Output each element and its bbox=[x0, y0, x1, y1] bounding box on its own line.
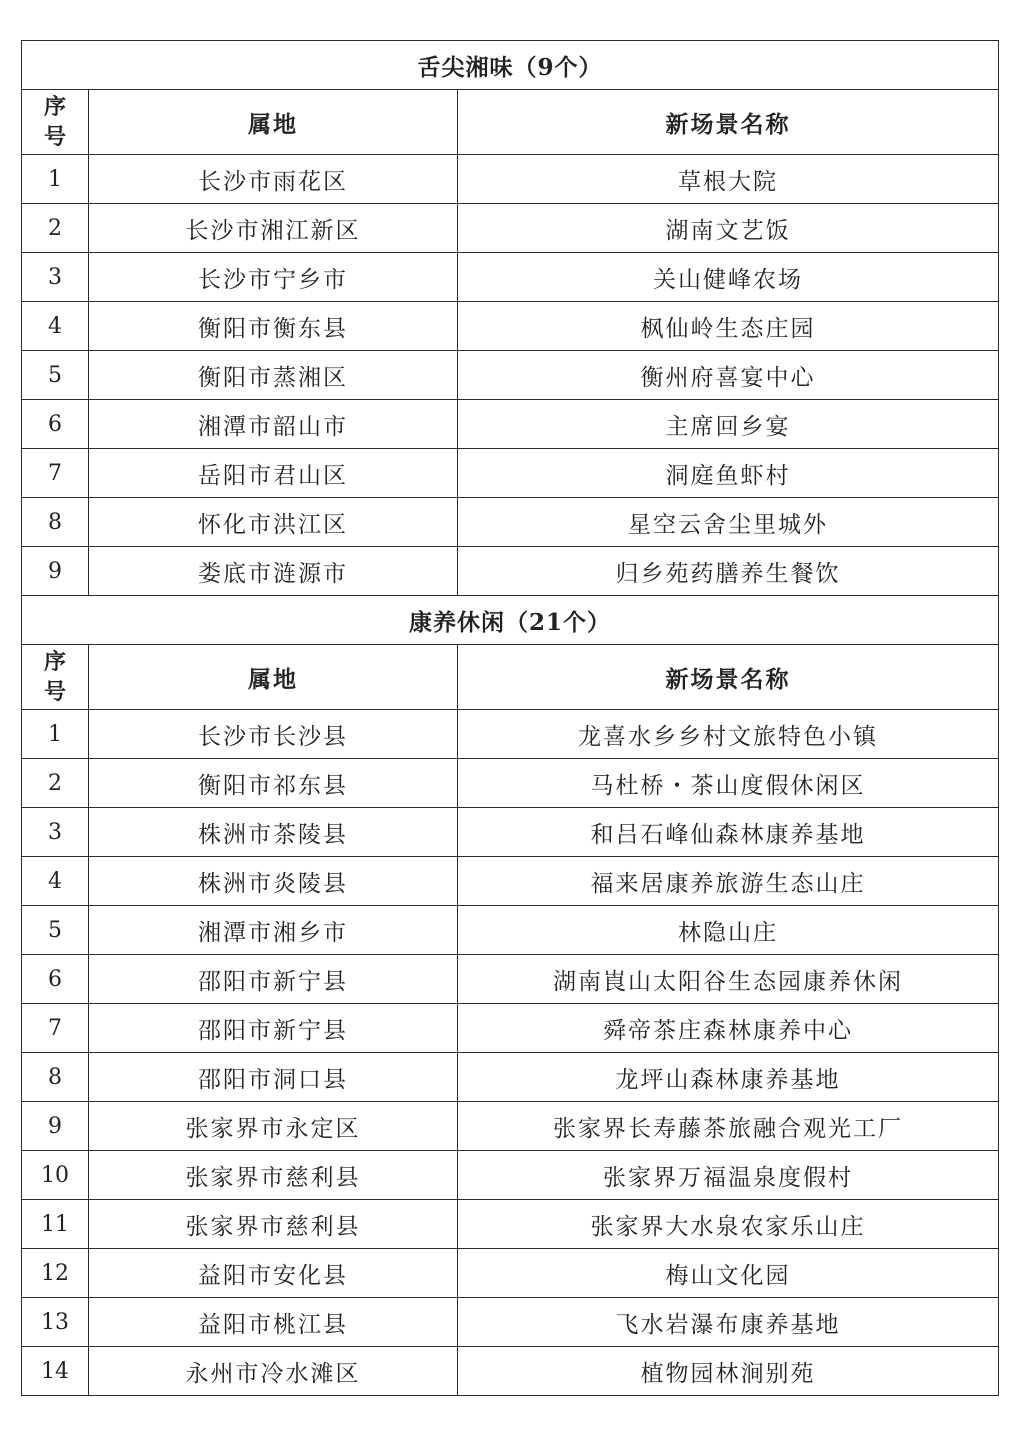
cell-location: 邵阳市洞口县 bbox=[89, 1053, 458, 1102]
table-row bbox=[22, 1053, 999, 1102]
cell-scene-name: 龙坪山森林康养基地 bbox=[458, 1053, 999, 1102]
header-row bbox=[22, 645, 999, 710]
cell-location: 衡阳市祁东县 bbox=[89, 759, 458, 808]
cell-location: 永州市冷水滩区 bbox=[89, 1347, 458, 1396]
cell-seq: 7 bbox=[22, 449, 89, 498]
cell-location: 长沙市长沙县 bbox=[89, 710, 458, 759]
cell-seq: 5 bbox=[22, 351, 89, 400]
table-row bbox=[22, 1102, 999, 1151]
cell-scene-name: 洞庭鱼虾村 bbox=[458, 449, 999, 498]
cell-location: 张家界市慈利县 bbox=[89, 1200, 458, 1249]
cell-scene-name: 张家界万福温泉度假村 bbox=[458, 1151, 999, 1200]
cell-scene-name: 舜帝茶庄森林康养中心 bbox=[458, 1004, 999, 1053]
cell-seq: 11 bbox=[22, 1200, 89, 1249]
cell-scene-name: 草根大院 bbox=[458, 155, 999, 204]
cell-location: 张家界市慈利县 bbox=[89, 1151, 458, 1200]
cell-seq: 2 bbox=[22, 759, 89, 808]
scenes-table-body bbox=[22, 41, 999, 1396]
cell-location: 怀化市洪江区 bbox=[89, 498, 458, 547]
table-row bbox=[22, 155, 999, 204]
table-row bbox=[22, 906, 999, 955]
table-row bbox=[22, 857, 999, 906]
table-row bbox=[22, 1347, 999, 1396]
cell-scene-name: 植物园林涧别苑 bbox=[458, 1347, 999, 1396]
section-title-row bbox=[22, 596, 999, 645]
cell-location: 邵阳市新宁县 bbox=[89, 1004, 458, 1053]
cell-location: 益阳市安化县 bbox=[89, 1249, 458, 1298]
cell-scene-name: 湖南文艺饭 bbox=[458, 204, 999, 253]
cell-scene-name: 张家界大水泉农家乐山庄 bbox=[458, 1200, 999, 1249]
cell-location: 株洲市茶陵县 bbox=[89, 808, 458, 857]
cell-seq: 7 bbox=[22, 1004, 89, 1053]
cell-scene-name: 枫仙岭生态庄园 bbox=[458, 302, 999, 351]
cell-scene-name: 梅山文化园 bbox=[458, 1249, 999, 1298]
cell-scene-name: 林隐山庄 bbox=[458, 906, 999, 955]
cell-seq: 9 bbox=[22, 547, 89, 596]
cell-scene-name: 归乡苑药膳养生餐饮 bbox=[458, 547, 999, 596]
header-seq-char: 号 bbox=[43, 124, 66, 150]
cell-seq: 12 bbox=[22, 1249, 89, 1298]
cell-location: 张家界市永定区 bbox=[89, 1102, 458, 1151]
table-row bbox=[22, 808, 999, 857]
table-row bbox=[22, 547, 999, 596]
table-row bbox=[22, 351, 999, 400]
cell-location: 岳阳市君山区 bbox=[89, 449, 458, 498]
cell-location: 长沙市雨花区 bbox=[89, 155, 458, 204]
cell-seq: 3 bbox=[22, 253, 89, 302]
cell-location: 邵阳市新宁县 bbox=[89, 955, 458, 1004]
cell-seq: 2 bbox=[22, 204, 89, 253]
cell-location: 衡阳市蒸湘区 bbox=[89, 351, 458, 400]
cell-seq: 8 bbox=[22, 1053, 89, 1102]
table-row bbox=[22, 204, 999, 253]
cell-seq: 9 bbox=[22, 1102, 89, 1151]
table-row bbox=[22, 1004, 999, 1053]
cell-scene-name: 龙喜水乡乡村文旅特色小镇 bbox=[458, 710, 999, 759]
cell-scene-name: 马杜桥・茶山度假休闲区 bbox=[458, 759, 999, 808]
cell-seq: 8 bbox=[22, 498, 89, 547]
table-row bbox=[22, 955, 999, 1004]
section-title: 康养休闲（21个） bbox=[22, 596, 999, 645]
cell-seq: 3 bbox=[22, 808, 89, 857]
cell-seq: 6 bbox=[22, 955, 89, 1004]
table-row bbox=[22, 449, 999, 498]
header-row bbox=[22, 90, 999, 155]
section-title-row bbox=[22, 41, 999, 90]
table-row bbox=[22, 710, 999, 759]
cell-seq: 1 bbox=[22, 155, 89, 204]
cell-scene-name: 主席回乡宴 bbox=[458, 400, 999, 449]
cell-location: 湘潭市韶山市 bbox=[89, 400, 458, 449]
cell-scene-name: 关山健峰农场 bbox=[458, 253, 999, 302]
table-row bbox=[22, 400, 999, 449]
cell-scene-name: 飞水岩瀑布康养基地 bbox=[458, 1298, 999, 1347]
cell-seq: 10 bbox=[22, 1151, 89, 1200]
cell-location: 益阳市桃江县 bbox=[89, 1298, 458, 1347]
table-row bbox=[22, 1200, 999, 1249]
cell-scene-name: 星空云舍尘里城外 bbox=[458, 498, 999, 547]
cell-scene-name: 湖南崀山太阳谷生态园康养休闲 bbox=[458, 955, 999, 1004]
cell-seq: 13 bbox=[22, 1298, 89, 1347]
scenes-table bbox=[21, 40, 999, 1396]
cell-seq: 4 bbox=[22, 302, 89, 351]
section-title: 舌尖湘味（9个） bbox=[22, 41, 999, 90]
header-scene-name: 新场景名称 bbox=[458, 90, 999, 155]
cell-scene-name: 福来居康养旅游生态山庄 bbox=[458, 857, 999, 906]
table-row bbox=[22, 759, 999, 808]
header-seq-char: 序 bbox=[43, 94, 66, 120]
cell-seq: 5 bbox=[22, 906, 89, 955]
cell-scene-name: 张家界长寿藤茶旅融合观光工厂 bbox=[458, 1102, 999, 1151]
cell-location: 湘潭市湘乡市 bbox=[89, 906, 458, 955]
cell-location: 衡阳市衡东县 bbox=[89, 302, 458, 351]
cell-seq: 14 bbox=[22, 1347, 89, 1396]
table-row bbox=[22, 302, 999, 351]
header-seq-char: 号 bbox=[43, 679, 66, 705]
header-seq bbox=[22, 645, 89, 710]
header-seq-char: 序 bbox=[43, 649, 66, 675]
cell-scene-name: 衡州府喜宴中心 bbox=[458, 351, 999, 400]
header-seq bbox=[22, 90, 89, 155]
cell-location: 长沙市宁乡市 bbox=[89, 253, 458, 302]
table-row bbox=[22, 1298, 999, 1347]
cell-location: 娄底市涟源市 bbox=[89, 547, 458, 596]
header-location: 属地 bbox=[89, 90, 458, 155]
cell-scene-name: 和吕石峰仙森林康养基地 bbox=[458, 808, 999, 857]
table-row bbox=[22, 1249, 999, 1298]
table-row bbox=[22, 1151, 999, 1200]
cell-seq: 6 bbox=[22, 400, 89, 449]
header-location: 属地 bbox=[89, 645, 458, 710]
cell-location: 长沙市湘江新区 bbox=[89, 204, 458, 253]
cell-location: 株洲市炎陵县 bbox=[89, 857, 458, 906]
cell-seq: 4 bbox=[22, 857, 89, 906]
header-scene-name: 新场景名称 bbox=[458, 645, 999, 710]
table-row bbox=[22, 498, 999, 547]
table-row bbox=[22, 253, 999, 302]
cell-seq: 1 bbox=[22, 710, 89, 759]
